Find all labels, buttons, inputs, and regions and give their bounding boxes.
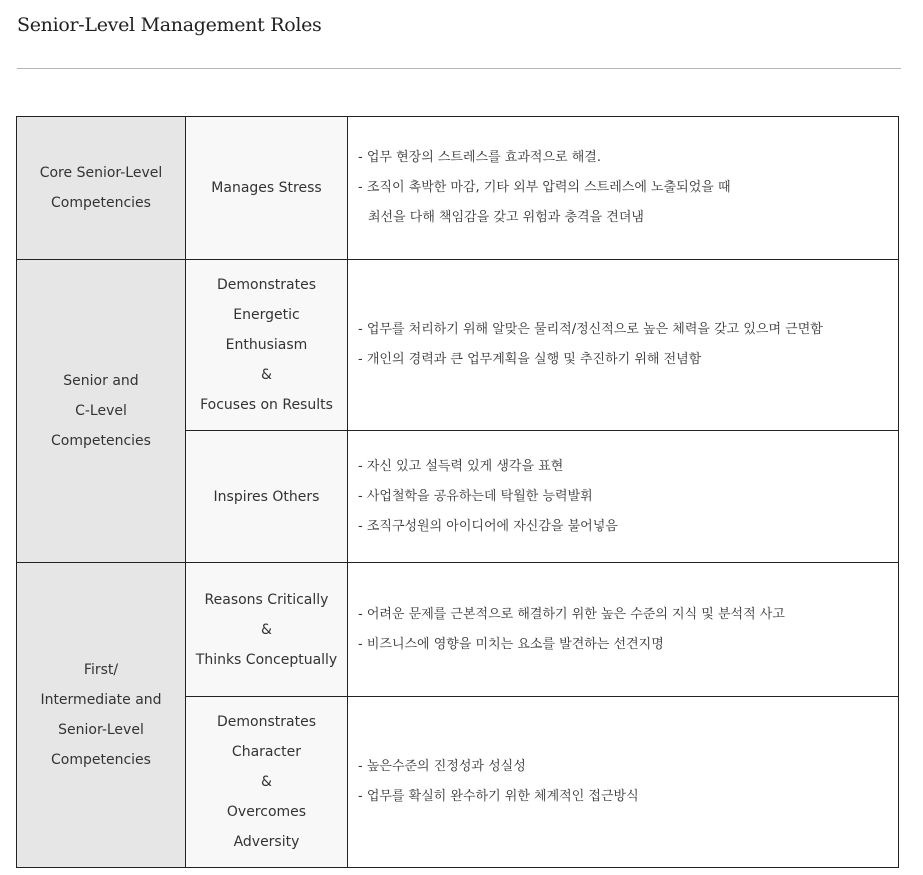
competency-line: & <box>261 621 272 638</box>
bullet-item: - 업무를 처리하기 위해 알맞은 물리적/정신적으로 높은 체력을 갖고 있으며 근면함 <box>358 322 823 337</box>
competency-line: & <box>261 774 272 790</box>
bullet-item: - 어려운 문제를 근본적으로 해결하기 위한 높은 수준의 지식 및 분석적 사고 <box>358 606 785 622</box>
category-line: Intermediate and <box>40 692 162 708</box>
category-line: Core Senior-Level <box>39 165 163 181</box>
bullet-item: - 개인의 경력과 큰 업무계획을 실행 및 추진하기 위해 전념함 <box>358 352 702 367</box>
category-first-intermediate-senior <box>17 563 186 867</box>
category-line: Competencies <box>51 752 151 768</box>
category-line: Competencies <box>51 195 151 211</box>
bullet-item: - 업무를 확실히 완수하기 위한 체계적인 접근방식 <box>358 789 639 804</box>
description-reasons-critically <box>348 563 898 697</box>
bullet-list <box>358 600 785 660</box>
bullet-item: - 비즈니스에 영향을 미치는 요소를 발견하는 선견지명 <box>358 636 664 652</box>
bullet-list <box>358 452 618 542</box>
bullet-list <box>358 315 823 375</box>
page-title: Senior-Level Management Roles <box>17 14 322 36</box>
bullet-list <box>358 143 731 233</box>
bullet-list <box>358 752 639 812</box>
competency-table <box>16 116 899 868</box>
description-inspires-others <box>348 431 898 563</box>
competency-line: Enthusiasm <box>225 337 308 353</box>
category-line: Senior and <box>63 373 139 389</box>
competency-energetic-enthusiasm <box>186 260 348 431</box>
competency-line: Manages Stress <box>211 180 322 196</box>
category-senior-and-c-level <box>17 260 186 563</box>
competency-line: Thinks Conceptually <box>195 651 338 668</box>
title-divider <box>17 68 901 69</box>
competency-line: Energetic <box>233 307 300 323</box>
competency-line: Focuses on Results <box>200 397 333 413</box>
bullet-item: - 사업철학을 공유하는데 탁월한 능력발휘 <box>358 488 593 504</box>
category-line: Senior-Level <box>58 722 144 738</box>
bullet-item: - 조직구성원의 아이디어에 자신감을 불어넣음 <box>358 518 618 534</box>
bullet-item: - 자신 있고 설득력 있게 생각을 표현 <box>358 458 564 474</box>
category-core-senior-level <box>17 117 186 260</box>
competency-line: Character <box>231 744 302 760</box>
competency-line: Inspires Others <box>213 488 320 505</box>
competency-line: Adversity <box>233 834 300 850</box>
category-line: C-Level <box>75 403 127 419</box>
bullet-item: - 업무 현장의 스트레스를 효과적으로 해결. <box>358 150 601 165</box>
competency-manages-stress <box>186 117 348 260</box>
description-energetic-enthusiasm <box>348 260 898 431</box>
category-line: Competencies <box>51 433 151 449</box>
bullet-item: 최선을 다해 책임감을 갖고 위험과 충격을 견뎌냄 <box>368 210 644 225</box>
competency-line: & <box>261 367 272 383</box>
competency-line: Overcomes <box>226 804 307 820</box>
description-character-adversity <box>348 697 898 867</box>
description-manages-stress <box>348 117 898 260</box>
competency-line: Reasons Critically <box>204 591 329 608</box>
bullet-item: - 조직이 촉박한 마감, 기타 외부 압력의 스트레스에 노출되었을 때 <box>358 180 731 195</box>
competency-character-adversity <box>186 697 348 867</box>
competency-line: Demonstrates <box>217 714 316 730</box>
competency-inspires-others <box>186 431 348 563</box>
category-line: First/ <box>83 662 119 678</box>
competency-reasons-critically <box>186 563 348 697</box>
bullet-item: - 높은수준의 진정성과 성실성 <box>358 759 526 774</box>
competency-line: Demonstrates <box>217 277 316 293</box>
